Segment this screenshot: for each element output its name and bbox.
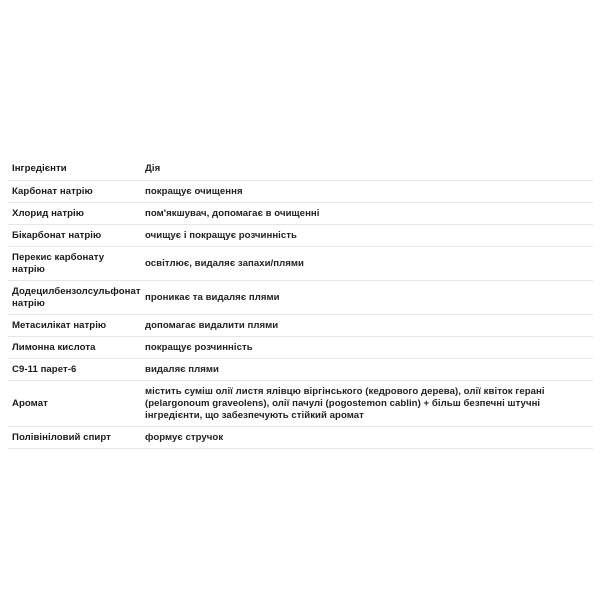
ingredient-name: C9-11 парет-6 xyxy=(8,359,141,381)
ingredient-action: містить суміш олії листя ялівцю віргінського (кедрового дерева), олії квіток герані (pelargonoum graveolens), олії пачулі (pogostemon cablin) + більш безпечні штучні інгредієнти, що забезпечують стійкий аромат xyxy=(141,381,593,427)
ingredient-action: пом'якшувач, допомагає в очищенні xyxy=(141,203,593,225)
ingredients-table xyxy=(8,158,593,449)
header-action: Дія xyxy=(141,158,593,181)
ingredient-name: Лимонна кислота xyxy=(8,337,141,359)
ingredient-name: Метасилікат натрію xyxy=(8,315,141,337)
ingredients-table-container xyxy=(8,158,593,449)
ingredient-action: проникає та видаляє плями xyxy=(141,281,593,315)
table-row xyxy=(8,181,593,203)
header-ingredients: Інгредієнти xyxy=(8,158,141,181)
table-row xyxy=(8,281,593,315)
ingredient-name: Бікарбонат натрію xyxy=(8,225,141,247)
ingredient-name: Карбонат натрію xyxy=(8,181,141,203)
ingredient-name: Хлорид натрію xyxy=(8,203,141,225)
table-row xyxy=(8,337,593,359)
table-row xyxy=(8,247,593,281)
table-row xyxy=(8,315,593,337)
ingredient-action: покращує очищення xyxy=(141,181,593,203)
ingredient-action: формує стручок xyxy=(141,427,593,449)
ingredient-action: допомагає видалити плями xyxy=(141,315,593,337)
table-row xyxy=(8,225,593,247)
ingredient-action: покращує розчинність xyxy=(141,337,593,359)
ingredient-name: Аромат xyxy=(8,381,141,427)
ingredient-name: Додецилбензолсульфонат натрію xyxy=(8,281,141,315)
ingredient-action: освітлює, видаляє запахи/плями xyxy=(141,247,593,281)
table-row xyxy=(8,359,593,381)
table-row xyxy=(8,427,593,449)
table-row xyxy=(8,203,593,225)
ingredient-name: Перекис карбонату натрію xyxy=(8,247,141,281)
ingredient-name: Полівініловий спирт xyxy=(8,427,141,449)
ingredient-action: видаляє плями xyxy=(141,359,593,381)
ingredient-action: очищує і покращує розчинність xyxy=(141,225,593,247)
table-header-row xyxy=(8,158,593,181)
table-row xyxy=(8,381,593,427)
